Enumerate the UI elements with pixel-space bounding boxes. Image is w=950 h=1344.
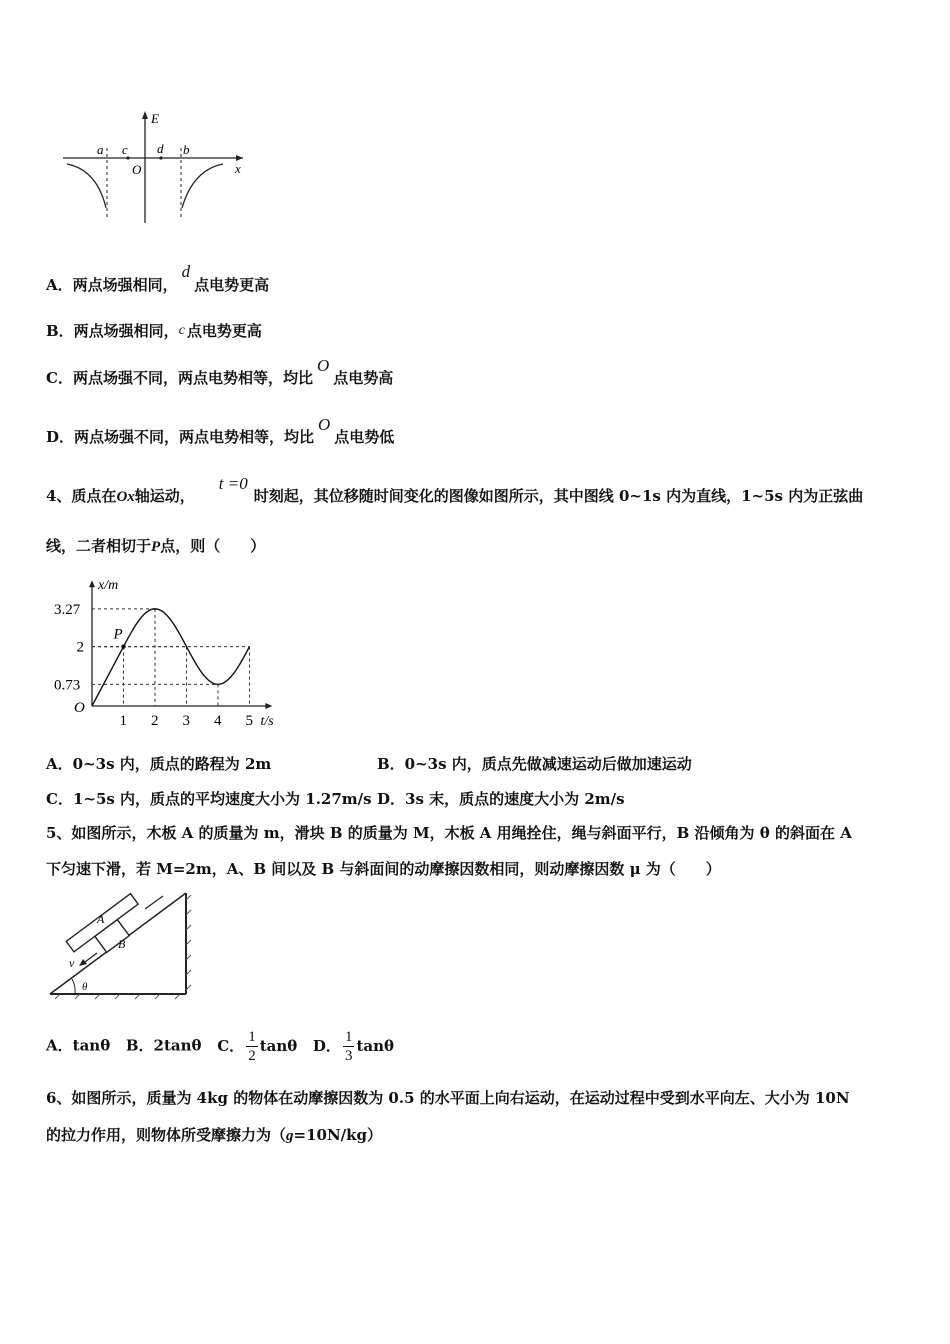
q4-option-b[interactable]: B．0~3s 内，质点先做减速运动后做加速运动 — [377, 755, 692, 773]
q5-stem-line1: 5、如图所示，木板 A 的质量为 m，滑块 B 的质量为 M，木板 A 用绳拴住，绳与斜面平行，B 沿倾角为 θ 的斜面在 A — [46, 824, 852, 842]
axis-e-label: E — [151, 111, 159, 126]
q5-option-d[interactable]: D． $\frac{1}{3}$ tanθ — [312, 1029, 394, 1064]
y-axis-arrow — [89, 580, 95, 587]
label-theta: θ — [82, 981, 88, 993]
origin-label: O — [132, 162, 142, 177]
y-axis-label: x/m — [98, 578, 119, 594]
q5-options — [46, 1028, 394, 1065]
x-tick-label: 2 — [151, 713, 159, 729]
label-a: A — [97, 912, 105, 926]
q3-option-b[interactable]: B．两点场强相同，c 点电势更高 — [46, 322, 262, 340]
q5-option-b[interactable]: B．2tanθ — [125, 1036, 202, 1055]
y-tick-label: 0.73 — [54, 677, 81, 694]
point-d-label: d — [157, 141, 164, 156]
q6-stem-line2: 的拉力作用，则物体所受摩擦力为（g=10N/kg） — [46, 1126, 383, 1144]
q4-option-a[interactable]: A．0~3s 内，质点的路程为 2m — [46, 755, 272, 773]
symbol-c: c — [178, 323, 185, 338]
q5-option-a[interactable]: A．tanθ — [46, 1036, 111, 1055]
point-p-label: P — [113, 626, 123, 643]
q4-option-d[interactable]: D．3s 末，质点的速度大小为 2m/s — [377, 790, 625, 808]
y-tick-label: 3.27 — [54, 601, 81, 618]
symbol-o: O — [316, 356, 330, 375]
axis-x-label: x — [235, 161, 241, 176]
incline-figure — [45, 890, 195, 1000]
x-tick-label: 3 — [182, 713, 190, 729]
point-p — [121, 644, 125, 648]
x-tick-label: 4 — [214, 713, 222, 729]
q4-option-c[interactable]: C．1~5s 内，质点的平均速度大小为 1.27m/s — [46, 790, 372, 808]
t-zero: t =0 — [218, 474, 248, 493]
q3-option-d[interactable]: D．两点场强不同，两点电势相等，均比O点电势低 — [46, 415, 395, 446]
e-x-figure — [55, 108, 255, 228]
q4-stem-line2: 线，二者相切于P点，则（ ） — [46, 537, 266, 555]
q5-option-c[interactable]: C． $\frac{1}{2}$ tanθ — [217, 1029, 298, 1064]
q4-stem-line1: 4、质点在Ox轴运动，t =0时刻起，其位移随时间变化的图像如图所示，其中图线 0~1s 内为直线，1~5s 内为正弦曲 — [46, 474, 864, 505]
label-v: v — [69, 956, 75, 970]
x-axis-label: t/s — [260, 714, 274, 729]
origin-label: O — [74, 700, 85, 716]
symbol-d: d — [181, 262, 191, 281]
y-tick-label: 2 — [76, 639, 84, 656]
point-a-label: a — [97, 142, 104, 157]
q6-stem-line1: 6、如图所示，质量为 4kg 的物体在动摩擦因数为 0.5 的水平面上向右运动，在运动过程中受到水平向左、大小为 10N — [46, 1089, 850, 1107]
point-b-label: b — [183, 142, 190, 157]
x-tick-label: 5 — [245, 713, 253, 729]
x-axis-arrow — [265, 703, 272, 709]
rope — [145, 896, 163, 909]
x-t-chart — [40, 565, 300, 735]
label-b: B — [118, 937, 126, 951]
point-c-label: c — [122, 142, 128, 157]
symbol-o: O — [318, 415, 331, 434]
x-tick-label: 1 — [119, 713, 127, 729]
series-line — [92, 609, 250, 706]
q3-option-a[interactable]: A．两点场强相同，d点电势更高 — [46, 262, 270, 294]
q3-option-c[interactable]: C．两点场强不同，两点电势相等，均比O点电势高 — [46, 356, 394, 387]
q5-stem-line2: 下匀速下滑，若 M=2m，A、B 间以及 B 与斜面间的动摩擦因数相同，则动摩擦因数 μ 为（ ） — [46, 860, 721, 878]
